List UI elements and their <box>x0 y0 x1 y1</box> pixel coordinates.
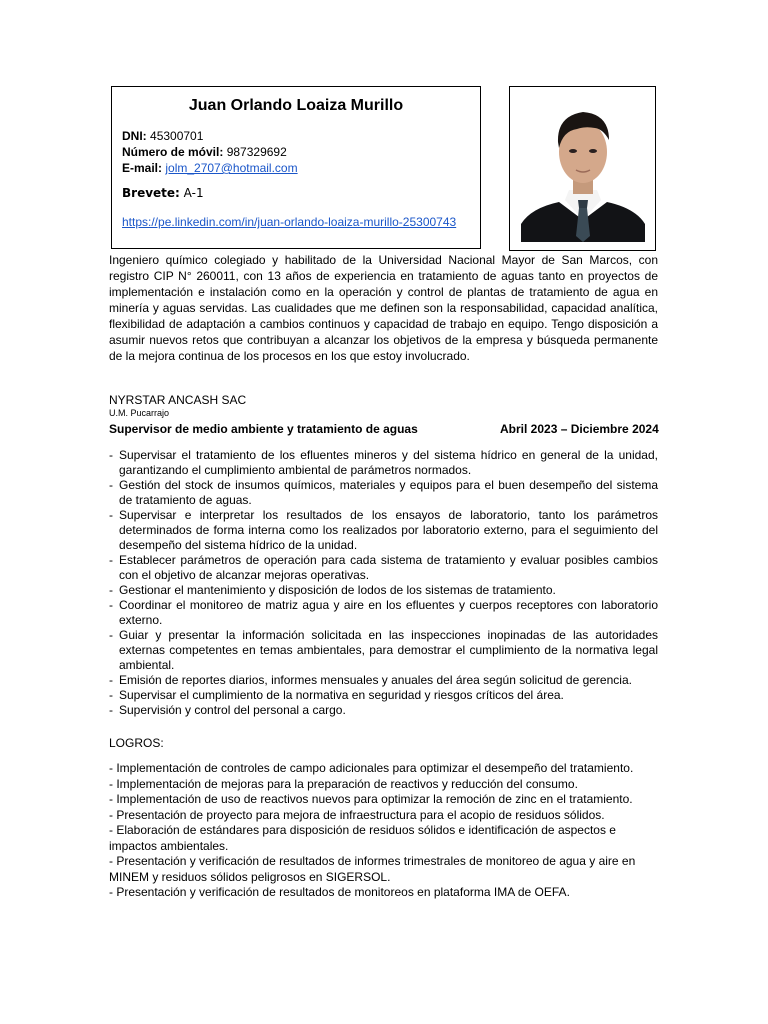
phone-value: 987329692 <box>226 145 287 159</box>
license-label: Brevete: <box>122 186 180 200</box>
profile-photo <box>521 96 645 242</box>
achievement-item: - Presentación y verificación de resultados de informes trimestrales de monitoreo de agua y aire en MINEM y residuos sólidos peligrosos en SIGERSOL. <box>109 854 636 884</box>
duty-item: - Gestión del stock de insumos químicos, materiales y equipos para el buen desempeño del sistema de tratamiento de aguas. <box>109 478 658 508</box>
achievement-item: - Presentación de proyecto para mejora de infraestructura para el acopio de residuos sólidos. <box>109 807 605 822</box>
phone-label: Número de móvil: <box>122 145 224 159</box>
phone-line <box>122 144 287 160</box>
person-name: Juan Orlando Loaiza Murillo <box>188 97 404 114</box>
email-line <box>122 160 298 176</box>
achievements-list <box>109 761 658 901</box>
duty-item: - Supervisar e interpretar los resultados de los ensayos de laboratorio, tanto los parámetros determinados de forma interna como los realizados por laboratorio externo, para el seguimiento del desempeño del sistema hídrico de la unidad. <box>109 508 658 553</box>
duty-item: - Gestionar el mantenimiento y disposición de lodos de los sistemas de tratamiento. <box>109 583 658 598</box>
duty-item: - Supervisión y control del personal a cargo. <box>109 703 658 718</box>
achievement-item: - Implementación de controles de campo adicionales para optimizar el desempeño del tratamiento. <box>109 761 634 775</box>
profile-photo-frame <box>509 86 656 251</box>
duty-item: - Coordinar el monitoreo de matriz agua y aire en los efluentes y cuerpos receptores con laboratorio externo. <box>109 598 658 628</box>
email-label: E-mail: <box>122 161 163 175</box>
duty-item: - Establecer parámetros de operación para cada sistema de tratamiento y evaluar posibles cambios con el objetivo de alcanzar mejoras operativas. <box>109 553 658 583</box>
contact-info-box <box>111 86 481 249</box>
duties-list <box>109 448 658 718</box>
mining-unit: U.M. Pucarrajo <box>109 408 170 418</box>
dni-value: 45300701 <box>150 129 204 143</box>
achievement-item: - Elaboración de estándares para disposición de residuos sólidos e identificación de aspectos e impactos ambientales. <box>109 823 616 853</box>
achievement-item: - Presentación y verificación de resultados de monitoreos en plataforma IMA de OEFA. <box>109 885 570 899</box>
license-value: A-1 <box>183 186 204 200</box>
achievements-heading: LOGROS: <box>109 736 164 750</box>
company-name: NYRSTAR ANCASH SAC <box>109 393 247 407</box>
linkedin-link[interactable]: https://pe.linkedin.com/in/juan-orlando-loaiza-murillo-25300743 <box>122 215 457 229</box>
profile-summary: Ingeniero químico colegiado y habilitado de la Universidad Nacional Mayor de San Marcos, con registro CIP N° 260011, con 13 años de experiencia en tratamiento de aguas tanto en proyectos de implementación e instalación como en la operación y control de plantas de tratamiento de agua en minería y aguas servidas. Las cualidades que me definen son la responsabilidad, capacidad analítica, flexibilidad de adaptación a cambios continuos y capacidad de trabajo en equipo. Tengo disposición a asumir nuevos retos que contribuyan a alcanzar los objetivos de la empresa y búsqueda permanente de la mejora continua de los procesos en los que estoy involucrado. <box>109 253 658 363</box>
linkedin-line <box>122 214 456 230</box>
duty-item: - Guiar y presentar la información solicitada en las inspecciones inopinadas de las autoridades externas competentes en temas ambientales, para demostrar el cumplimiento de la normativa legal ambiental. <box>109 628 658 673</box>
job-title: Supervisor de medio ambiente y tratamiento de aguas <box>109 422 418 436</box>
license-line <box>122 185 204 201</box>
email-link[interactable]: jolm_2707@hotmail.com <box>165 161 298 175</box>
job-period: Abril 2023 – Diciembre 2024 <box>500 422 659 436</box>
dni-line <box>122 128 203 144</box>
duty-item: - Supervisar el tratamiento de los efluentes mineros y del sistema hídrico en general de la unidad, garantizando el cumplimiento ambiental de parámetros normados. <box>109 448 658 478</box>
dni-label: DNI: <box>122 129 147 143</box>
achievement-item: - Implementación de mejoras para la preparación de reactivos y reducción del consumo. <box>109 776 578 791</box>
duty-item: - Emisión de reportes diarios, informes mensuales y anuales del área según solicitud de gerencia. <box>109 673 658 688</box>
achievement-item: - Implementación de uso de reactivos nuevos para optimizar la remoción de zinc en el tratamiento. <box>109 792 633 806</box>
duty-item: - Supervisar el cumplimiento de la normativa en seguridad y riesgos críticos del área. <box>109 688 658 703</box>
